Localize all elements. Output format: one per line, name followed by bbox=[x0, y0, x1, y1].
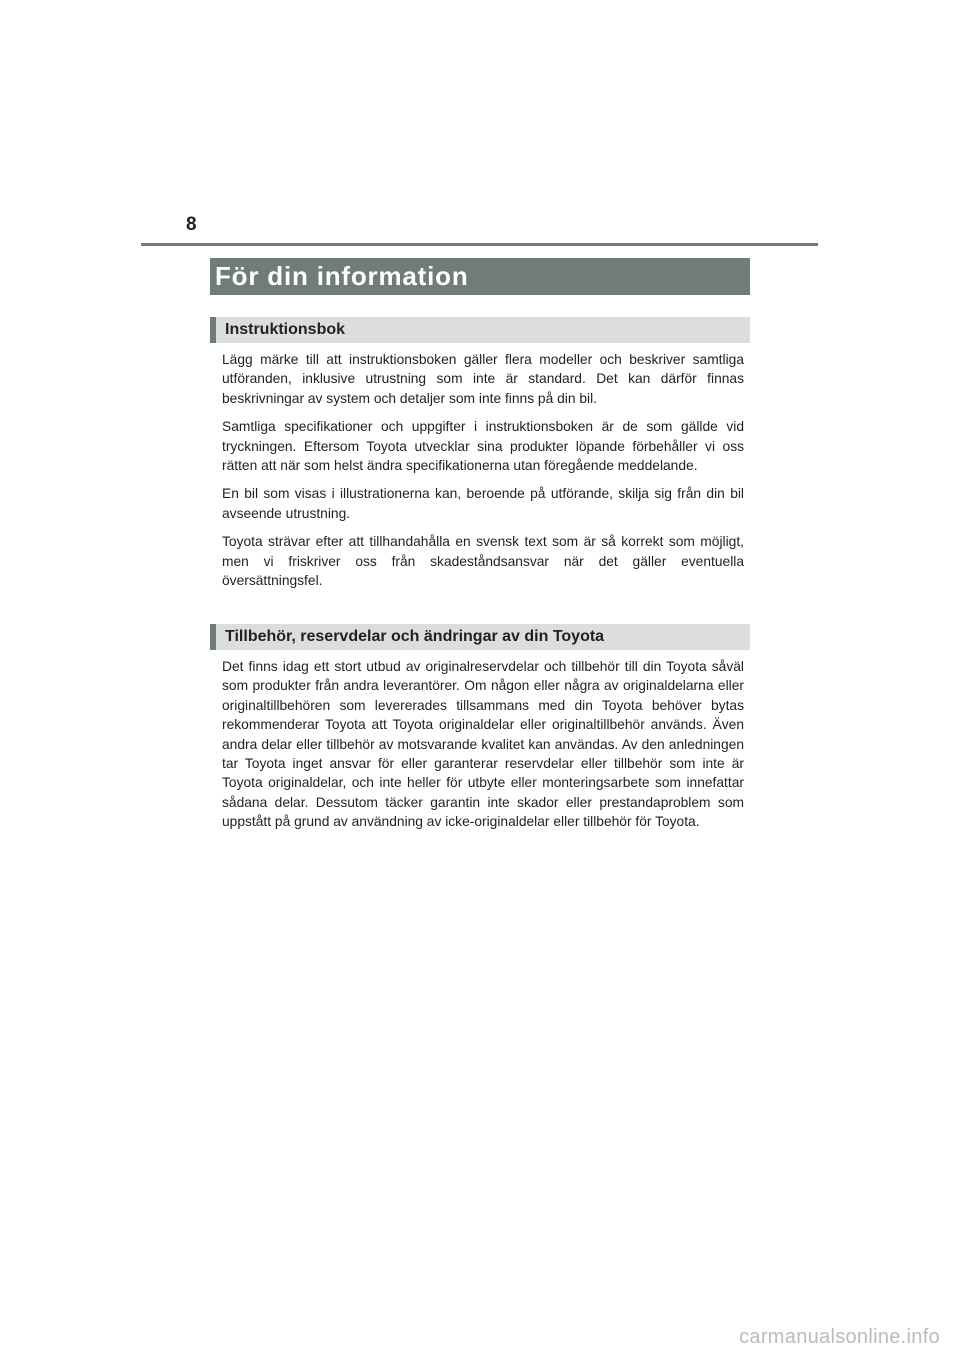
page-title: För din information bbox=[210, 258, 750, 295]
section-heading-instruktionsbok: Instruktionsbok bbox=[210, 317, 750, 343]
paragraph: Det finns idag ett stort utbud av originalreservdelar och tillbehör till din Toyota såväl som produkter från andra leverantörer. Om någon eller några av originaldelarna eller originaltillbehören som levererades tillsammans med din Toyota behöver bytas rekommenderar Toyota att Toyota originaldelar eller originaltillbehör används. Även andra delar eller tillbehör av motsvarande kvalitet kan användas. Av den anledningen tar Toyota inget ansvar för eller garanterar reservdelar eller tillbehör som inte är Toyota originaldelar, och inte heller för utbyte eller monteringsarbete som innefattar sådana delar. Dessutom täcker garantin inte skador eller prestandaproblem som uppstått på grund av användning av icke-originaldelar eller tillbehör för Toyota. bbox=[222, 659, 744, 830]
header-rule bbox=[141, 243, 818, 246]
paragraph: Lägg märke till att instruktionsboken gäller flera modeller och beskriver samtliga utföranden, inklusive utrustning som inte är standard. Det kan därför finnas beskrivningar av system och detaljer som inte finns på din bil. bbox=[222, 352, 744, 406]
paragraph: Samtliga specifikationer och uppgifter i instruktionsboken är de som gällde vid tryckningen. Eftersom Toyota utvecklar sina produkter löpande förbehåller vi oss rätten att när som helst ändra specifikationerna utan föregående meddelande. bbox=[222, 419, 744, 474]
page-number: 8 bbox=[186, 214, 197, 235]
paragraph: Toyota strävar efter att tillhandahålla en svensk text som är så korrekt som möjligt, men vi friskriver oss från skadeståndsansvar när det gäller eventuella översättningsfel. bbox=[222, 534, 744, 589]
section-body-instruktionsbok bbox=[222, 350, 744, 599]
watermark: carmanualsonline.info bbox=[739, 1326, 940, 1348]
paragraph: En bil som visas i illustrationerna kan, beroende på utförande, skilja sig från din bil avseende utrustning. bbox=[222, 486, 744, 521]
section-heading-tillbehor: Tillbehör, reservdelar och ändringar av din Toyota bbox=[210, 624, 750, 650]
section-body-tillbehor bbox=[222, 657, 744, 841]
